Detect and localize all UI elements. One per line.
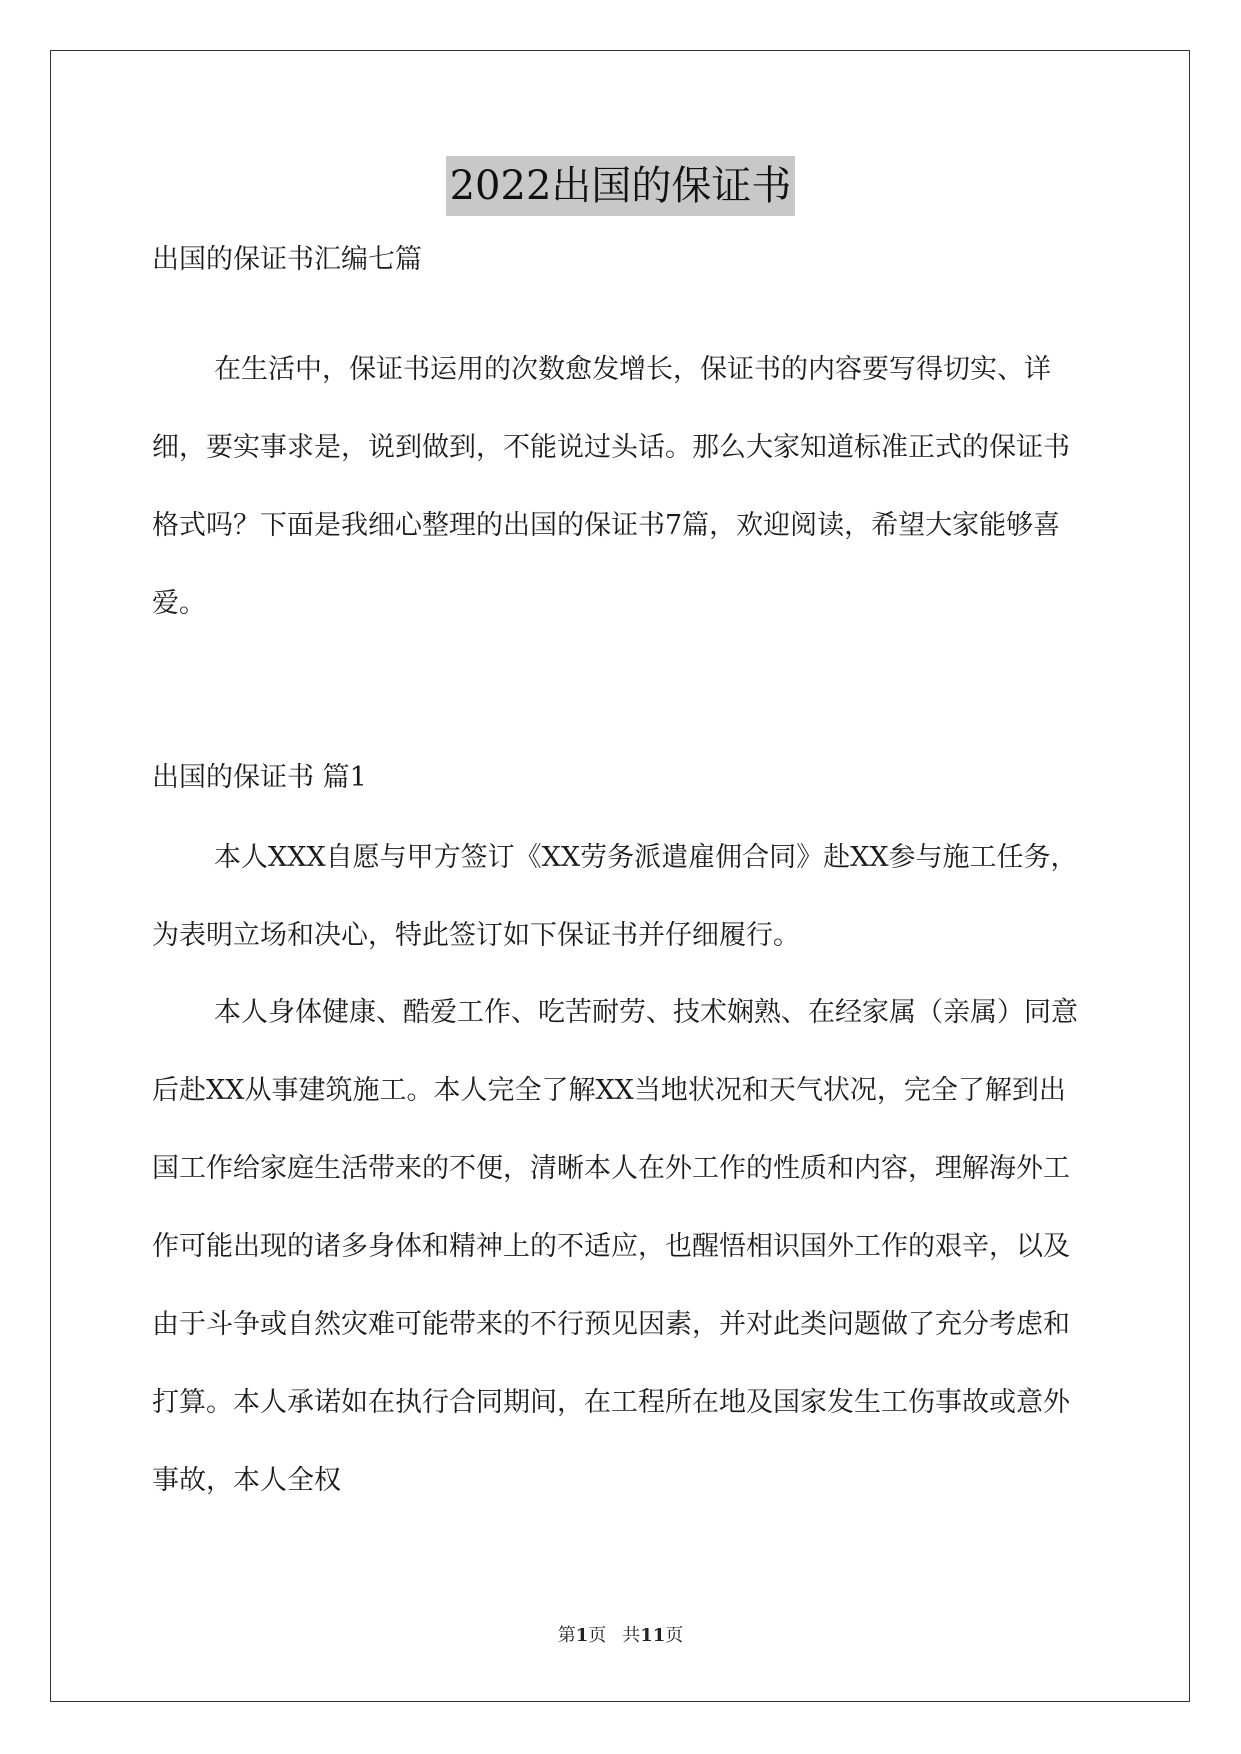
page-footer: [0, 1624, 1241, 1648]
total-prefix: 共: [622, 1625, 641, 1646]
document-subtitle: 出国的保证书汇编七篇: [152, 244, 422, 275]
page-total: 11: [640, 1625, 666, 1646]
total-suffix: 页: [665, 1625, 684, 1646]
page-current: 1: [575, 1625, 589, 1646]
page-suffix: 页: [588, 1625, 607, 1646]
document-title: 2022出国的保证书: [446, 156, 796, 216]
section-title: 出国的保证书 篇1: [152, 762, 367, 793]
title-container: [0, 156, 1241, 216]
body-paragraph-2: 本人身体健康、酷爱工作、吃苦耐劳、技术娴熟、在经家属（亲属）同意后赴XX从事建筑施工。本人完全了解XX当地状况和天气状况，完全了解到出国工作给家庭生活带来的不便，清晰本人在外工作的性质和内容，理解海外工作可能出现的诸多身体和精神上的不适应，也醒悟相识国外工作的艰辛，以及由于斗争或自然灾难可能带来的不行预见因素，并对此类问题做了充分考虑和打算。本人承诺如在执行合同期间，在工程所在地及国家发生工伤事故或意外事故，本人全权: [152, 997, 1078, 1496]
intro-paragraph: 在生活中，保证书运用的次数愈发增长，保证书的内容要写得切实、详细，要实事求是，说到做到，不能说过头话。那么大家知道标准正式的保证书格式吗？下面是我细心整理的出国的保证书7篇，欢迎阅读，希望大家能够喜爱。: [152, 354, 1070, 619]
page-prefix: 第: [557, 1625, 576, 1646]
body-paragraph-1: 本人XXX自愿与甲方签订《XX劳务派遣雇佣合同》赴XX参与施工任务，为表明立场和决心，特此签订如下保证书并仔细履行。: [152, 842, 1078, 951]
